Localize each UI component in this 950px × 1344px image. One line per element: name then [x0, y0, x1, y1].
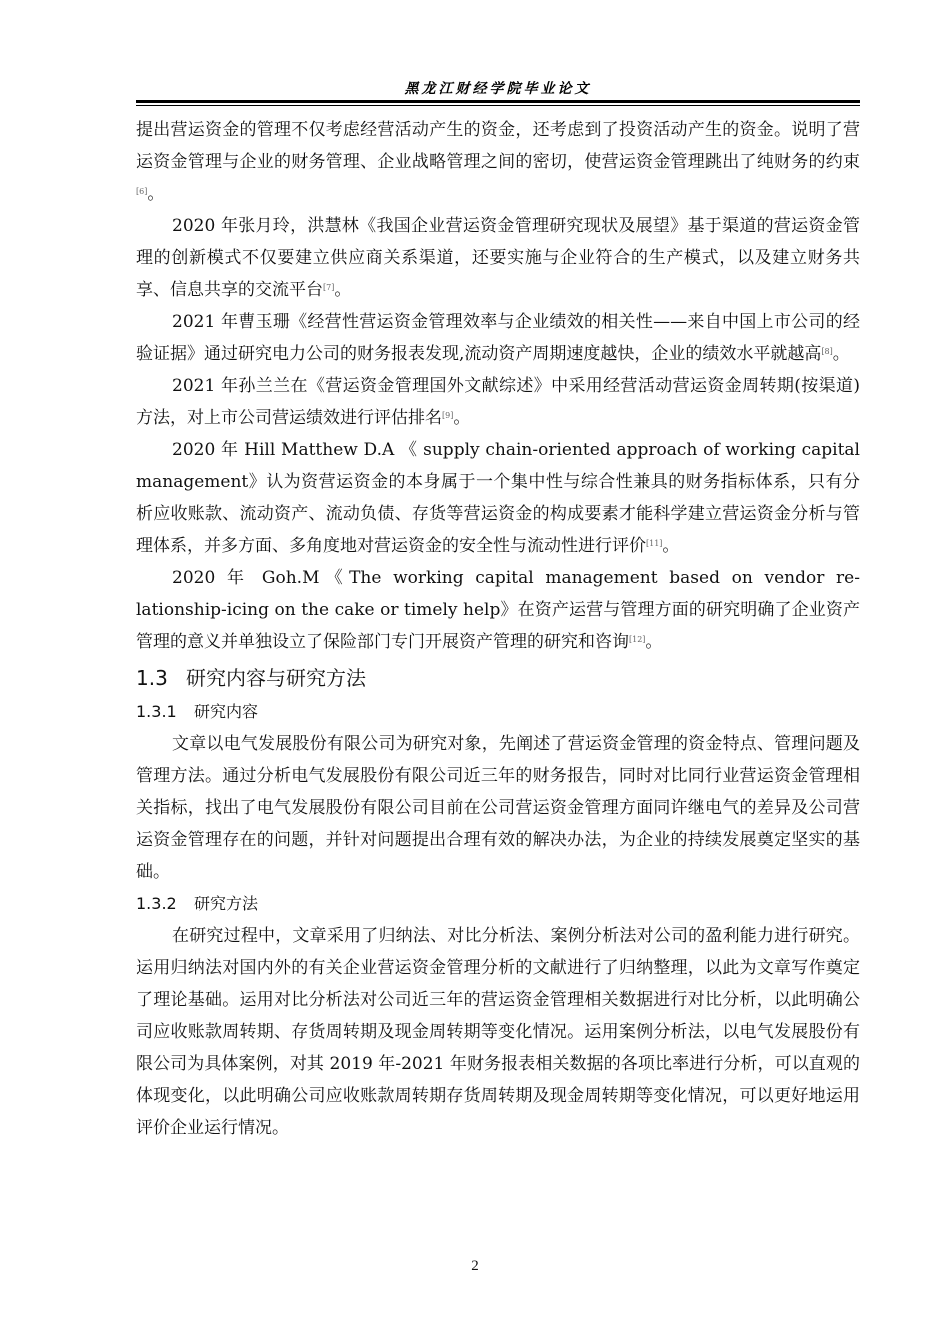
paragraph: 2020 年 Goh.M《The working capital management based on vendor re-lationship-icing on the cake or timely help》在资产运营与管理方面的研究明确了企业资产管理的意义并单独设立了保险部门专门开展资产管理的研究和咨询[12]。 [136, 568, 860, 652]
citation-ref: [12] [629, 635, 646, 644]
page-number: 2 [471, 1258, 479, 1274]
subsection-title: 研究方法 [194, 894, 259, 913]
citation-ref: [9] [442, 411, 454, 420]
paragraph: 文章以电气发展股份有限公司为研究对象，先阐述了营运资金管理的资金特点、管理问题及管理方法。通过分析电气发展股份有限公司近三年的财务报告，同时对比同行业营运资金管理相关指标，找出了电气发展股份有限公司目前在公司营运资金管理方面同许继电气的差异及公司营运资金管理存在的问题，并针对问题提出合理有效的解决办法，为企业的持续发展奠定坚实的基础。 [136, 734, 860, 882]
running-header: 黑龙江财经学院毕业论文 [404, 81, 592, 97]
paragraph: 2020 年 Hill Matthew D.A 《 supply chain-oriented approach of working capital management》认为资营运资金的本身属于一个集中性与综合性兼具的财务指标体系，只有分析应收账款、流动资产、流动负债、存货等营运资金的构成要素才能科学建立营运资金分析与管理体系，并多方面、多角度地对营运资金的安全性与流动性进行评价[11]。 [136, 440, 860, 556]
subsection-heading [136, 888, 860, 920]
paragraph: 2021 年孙兰兰在《营运资金管理国外文献综述》中采用经营活动营运资金周转期(按渠道)方法，对上市公司营运绩效进行评估排名[9]。 [136, 376, 860, 428]
subsection-number: 1.3.1 [136, 702, 177, 721]
section-heading [136, 660, 860, 696]
citation-ref: [6] [136, 187, 148, 196]
paragraph: 2020 年张月玲，洪慧林《我国企业营运资金管理研究现状及展望》基于渠道的营运资金管理的创新模式不仅要建立供应商关系渠道，还要实施与企业符合的生产模式，以及建立财务共享、信息共享的交流平台[7]。 [136, 216, 860, 300]
subsection-heading [136, 696, 860, 728]
paragraph: 提出营运资金的管理不仅考虑经营活动产生的资金，还考虑到了投资活动产生的资金。说明了营运资金管理与企业的财务管理、企业战略管理之间的密切，使营运资金管理跳出了纯财务的约束[6]。 [136, 120, 860, 204]
header-rule-thick [136, 100, 860, 103]
paragraph: 2021 年曹玉珊《经营性营运资金管理效率与企业绩效的相关性——来自中国上市公司的经验证据》通过研究电力公司的财务报表发现,流动资产周期速度越快，企业的绩效水平就越高[8]。 [136, 312, 860, 364]
citation-ref: [11] [646, 539, 663, 548]
page-body [136, 114, 860, 1144]
paragraph: 在研究过程中，文章采用了归纳法、对比分析法、案例分析法对公司的盈利能力进行研究。运用归纳法对国内外的有关企业营运资金管理分析的文献进行了归纳整理，以此为文章写作奠定了理论基础。运用对比分析法对公司近三年的营运资金管理相关数据进行对比分析，以此明确公司应收账款周转期、存货周转期及现金周转期等变化情况。运用案例分析法，以电气发展股份有限公司为具体案例，对其 2019 年-2021 年财务报表相关数据的各项比率进行分析，可以直观的体现变化，以此明确公司应收账款周转期存货周转期及现金周转期等变化情况，可以更好地运用评价企业运行情况。 [136, 926, 860, 1138]
subsection-number: 1.3.2 [136, 894, 177, 913]
section-number: 1.3 [136, 666, 168, 690]
header-rule-thin [136, 105, 860, 106]
subsection-title: 研究内容 [194, 702, 259, 721]
citation-ref: [8] [821, 347, 833, 356]
section-title: 研究内容与研究方法 [186, 666, 366, 690]
citation-ref: [7] [323, 283, 335, 292]
